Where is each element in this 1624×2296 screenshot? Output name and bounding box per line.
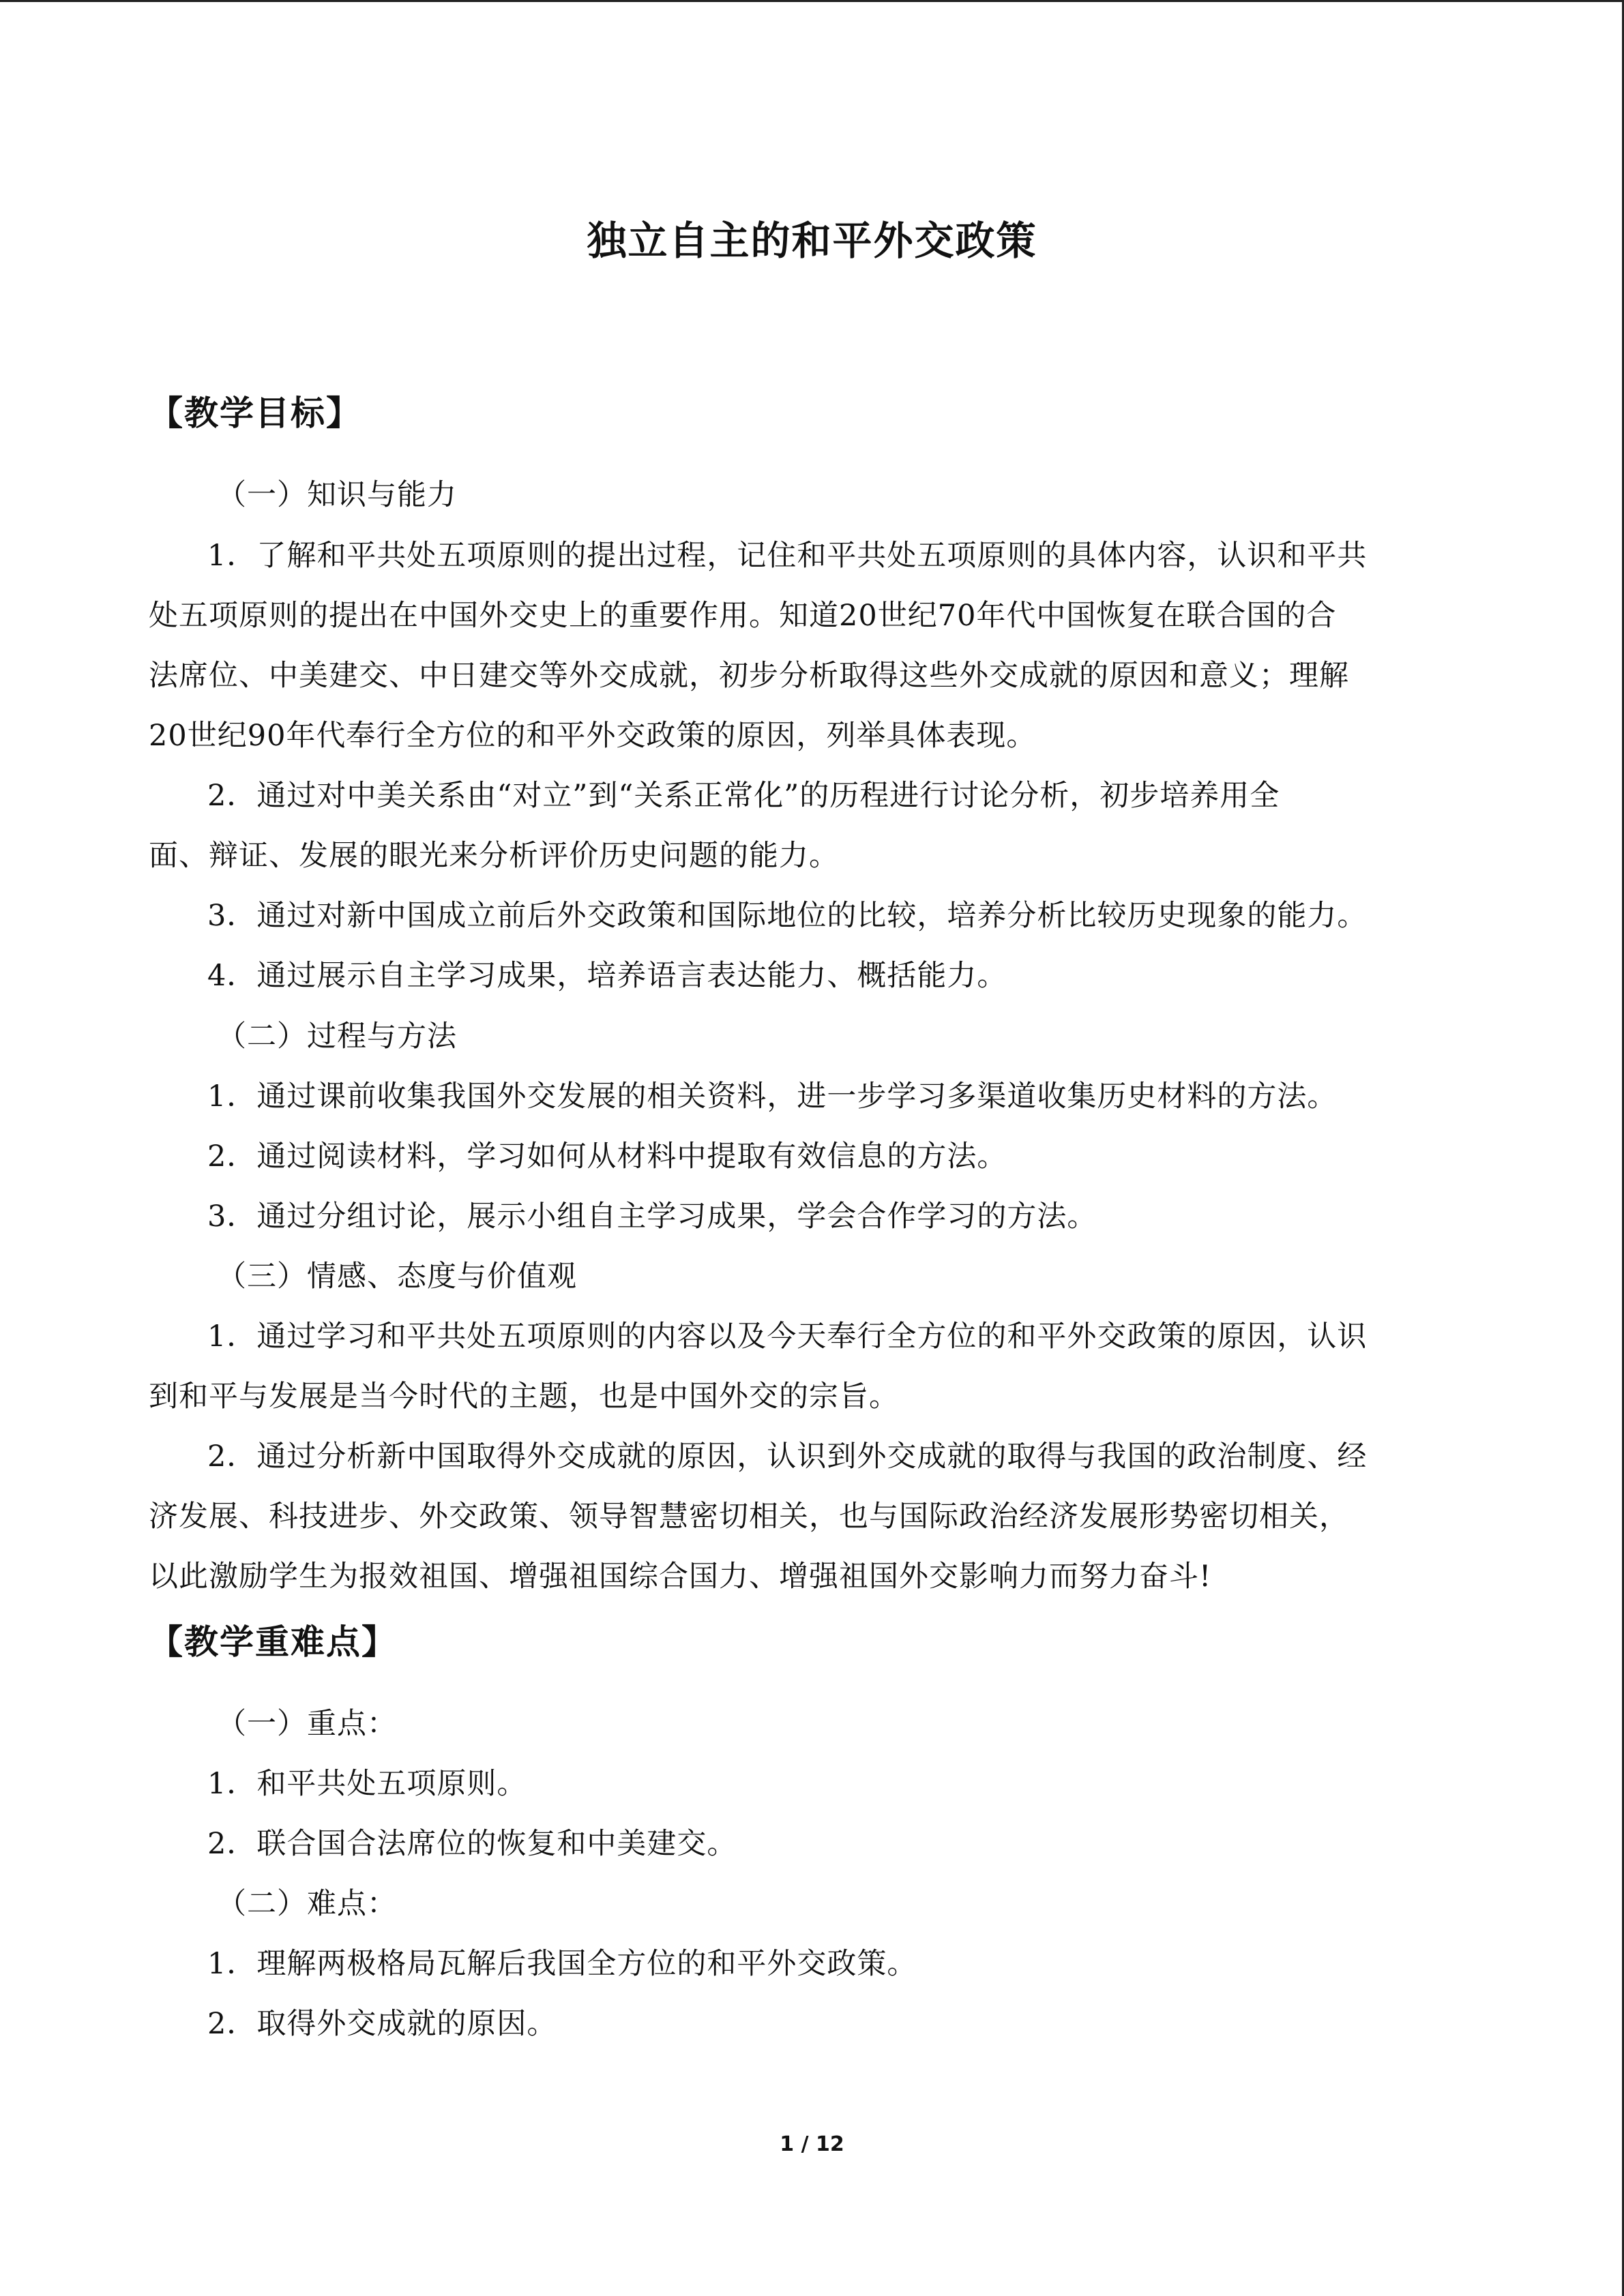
paragraph-line: 2．通过阅读材料，学习如何从材料中提取有效信息的方法。 [207,1139,1007,1174]
paragraph-line: 2．通过分析新中国取得外交成就的原因，认识到外交成就的取得与我国的政治制度、经 [207,1440,1368,1474]
paragraph-line: 到和平与发展是当今时代的主题，也是中国外交的宗旨。 [149,1380,899,1414]
list-item: 1．理解两极格局瓦解后我国全方位的和平外交政策。 [207,1947,917,1981]
paragraph-line: 3．通过对新中国成立前后外交政策和国际地位的比较，培养分析比较历史现象的能力。 [207,899,1368,933]
list-item: 2．联合国合法席位的恢复和中美建交。 [207,1827,737,1861]
paragraph-line: 处五项原则的提出在中国外交史上的重要作用。知道20世纪70年代中国恢复在联合国的合 [149,599,1337,633]
paragraph-line: 20世纪90年代奉行全方位的和平外交政策的原因，列举具体表现。 [149,719,1037,753]
paragraph-line: 以此激励学生为报效祖国、增强祖国综合国力、增强祖国外交影响力而努力奋斗! [149,1560,1212,1594]
list-item: 2．取得外交成就的原因。 [207,2007,557,2041]
subsection-process-method: （二）过程与方法 [217,1019,457,1054]
paragraph-line: 1．了解和平共处五项原则的提出过程，记住和平共处五项原则的具体内容，认识和平共 [207,539,1368,573]
subsection-knowledge-ability: （一）知识与能力 [217,478,457,512]
paragraph-line: 面、辩证、发展的眼光来分析评价历史问题的能力。 [149,839,839,873]
subsection-emotion-values: （三）情感、态度与价值观 [217,1259,577,1294]
paragraph-line: 法席位、中美建交、中日建交等外交成就，初步分析取得这些外交成就的原因和意义；理解 [149,659,1349,693]
paragraph-line: 1．通过学习和平共处五项原则的内容以及今天奉行全方位的和平外交政策的原因，认识 [207,1320,1368,1354]
paragraph-line: 2．通过对中美关系由“对立”到“关系正常化”的历程进行讨论分析，初步培养用全 [207,779,1280,813]
page-number: 1 / 12 [780,2132,844,2156]
paragraph-line: 3．通过分组讨论，展示小组自主学习成果，学会合作学习的方法。 [207,1199,1097,1234]
list-item: 1．和平共处五项原则。 [207,1767,527,1801]
subsection-difficult-points: （二）难点： [217,1887,397,1921]
document-title: 独立自主的和平外交政策 [587,218,1037,264]
subsection-key-points: （一）重点： [217,1707,397,1741]
paragraph-line: 1．通过课前收集我国外交发展的相关资料，进一步学习多渠道收集历史材料的方法。 [207,1079,1338,1114]
paragraph-line: 济发展、科技进步、外交政策、领导智慧密切相关，也与国际政治经济发展形势密切相关， [149,1500,1349,1534]
section-heading-teaching-goals: 【教学目标】 [149,393,361,433]
section-heading-key-difficult-points: 【教学重难点】 [149,1622,397,1662]
paragraph-line: 4．通过展示自主学习成果，培养语言表达能力、概括能力。 [207,959,1007,993]
